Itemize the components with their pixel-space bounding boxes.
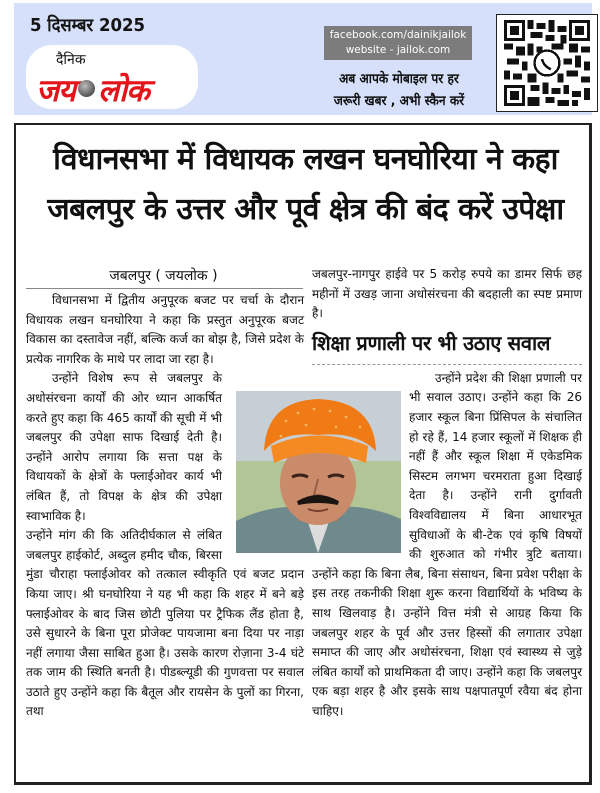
dateline-divider xyxy=(26,288,303,289)
website-link[interactable]: website - jailok.com xyxy=(345,44,451,56)
article-subheading: शिक्षा प्रणाली पर भी उठाए सवाल xyxy=(312,330,551,355)
dateline: जबलपुर ( जयलोक ) xyxy=(109,268,218,284)
news-article xyxy=(14,123,592,785)
social-links-box xyxy=(324,26,472,60)
promo-line-1: अब आपके मोबाइल पर हर xyxy=(339,71,459,87)
promo-line-2: जरूरी खबर , अभी स्कैन करें xyxy=(333,93,465,109)
paragraph: उन्होंने विशेष रूप से जबलपुर के अधोसंरचना कार्यों की ओर ध्यान आकर्षित करते हुए कहा कि 465 कार्यों की सूची में भी जबलपुर की उपेक्षा साफ दिखाई देती है। उन्होंने आरोप लगाया कि सत्ता पक्ष के विधायकों के क्षेत्रों के फ्लाईओवर कार्य भी लंबित हैं, तो विपक्ष के क्षेत्र की उपेक्षा स्वाभाविक है। xyxy=(26,371,222,523)
logo-dainik: दैनिक xyxy=(56,52,86,68)
article-photo xyxy=(236,391,401,553)
logo-word-jay: जय xyxy=(36,73,75,109)
logo-word-lok: लोक xyxy=(97,73,149,109)
paragraph: उन्होंने मांग की कि अतिदीर्घकाल से लंबित जबलपुर हाईकोर्ट, अब्दुल हमीद चौक, बिरसा मुंडा चौराहा फ्लाईओवर को तत्काल स्वीकृति एवं बजट प्रदान किया जाए। श्री घनघोरिया ने यह भी कहा कि शहर में बने बड़े फ्लाईओवर के बाद जिस छोटी पुलिया पर ट्रैफिक लैंड होता है, उसे सुधारने के बिना पूरा प्रोजेक्ट पायजामा बना दिया पर नाड़ा नहीं लगाया जैसा साबित हुआ है। उसके कारण रोज़ाना 3-4 घंटे तक जाम की स्थिति बनती है। पीडब्ल्यूडी की गुणवत्ता पर सवाल उठाते हुए उन्होंने कहा कि बैतूल और रायसेन के पुलों का गिरना, तथा xyxy=(26,528,304,719)
whatsapp-qr-code[interactable] xyxy=(496,14,598,112)
qr-promo-text xyxy=(323,68,476,112)
facebook-link[interactable]: facebook.com/dainikjailok xyxy=(329,29,467,41)
paragraph: विधानसभा में द्वितीय अनुपूरक बजट पर चर्चा के दौरान विधायक लखन घनघोरिया ने कहा कि प्रस्तुत अनुपूरक बजट विकास का दस्तावेज नहीं, बल्कि कर्ज का बोझ है, जिसे प्रदेश के प्रत्येक नागरिक के माथे पर लादा जा रहा है। xyxy=(26,293,304,366)
article-headline xyxy=(30,135,581,235)
paragraph: उन्होंने प्रदेश की शिक्षा प्रणाली पर भी सवाल उठाए। उन्होंने कहा कि 26 हजार स्कूल बिना प्रिंसिपल के संचालित हो रहे हैं, 14 हजार स्कूलों में शिक्षक ही नहीं हैं और स्कूल शिक्षा में एकेडमिक सिस्टम लगभग चरमराता हुआ दिखाई देता है। उन्होंने रानी दुर्गावती विश्वविद्यालय में बिना आधारभूत सुविधाओं के बी-टेक एवं कृषि विषयों की शुरुआत को गंभीर त्रुटि बताया। उन्होंने कहा कि बिना लैब, बिना संसाधन, बिना प्रवेश परीक्षा के इस तरह तकनीकी शिक्षा शुरू करना विद्यार्थियों के भविष्य के साथ खिलवाड़ है। उन्होंने वित्त मंत्री से आग्रह किया कि जबलपुर शहर के पूर्व और उत्तर हिस्सों की लगातार उपेक्षा समाप्त की जाए और अधोसंरचना, शिक्षा एवं स्वास्थ्य से जुड़े लंबित कार्यों को प्राथमिकता दी जाए। उन्होंने कहा कि जबलपुर एक बड़ा शहर है और इसके साथ पक्षपातपूर्ण रवैया बंद होना चाहिए। xyxy=(312,370,582,718)
logo-jailok xyxy=(36,69,149,111)
article-column-right xyxy=(312,265,582,721)
headline-line-1: विधानसभा में विधायक लखन घनघोरिया ने कहा xyxy=(53,142,558,177)
issue-date: 5 दिसम्बर 2025 xyxy=(30,15,146,36)
subheading-divider xyxy=(312,364,582,365)
headline-line-2: जबलपुर के उत्तर और पूर्व क्षेत्र की बंद करें उपेक्षा xyxy=(47,192,564,227)
globe-icon xyxy=(78,80,95,97)
masthead-band xyxy=(14,3,592,115)
paragraph: जबलपुर-नागपुर हाईवे पर 5 करोड़ रुपये का डामर सिर्फ छह महीनों में उखड़ जाना अधोसंरचना की बदहाली का स्पष्ट प्रमाण है। xyxy=(312,267,582,321)
qr-code-icon xyxy=(502,20,592,106)
newspaper-logo xyxy=(26,45,198,109)
portrait-image xyxy=(236,391,401,553)
